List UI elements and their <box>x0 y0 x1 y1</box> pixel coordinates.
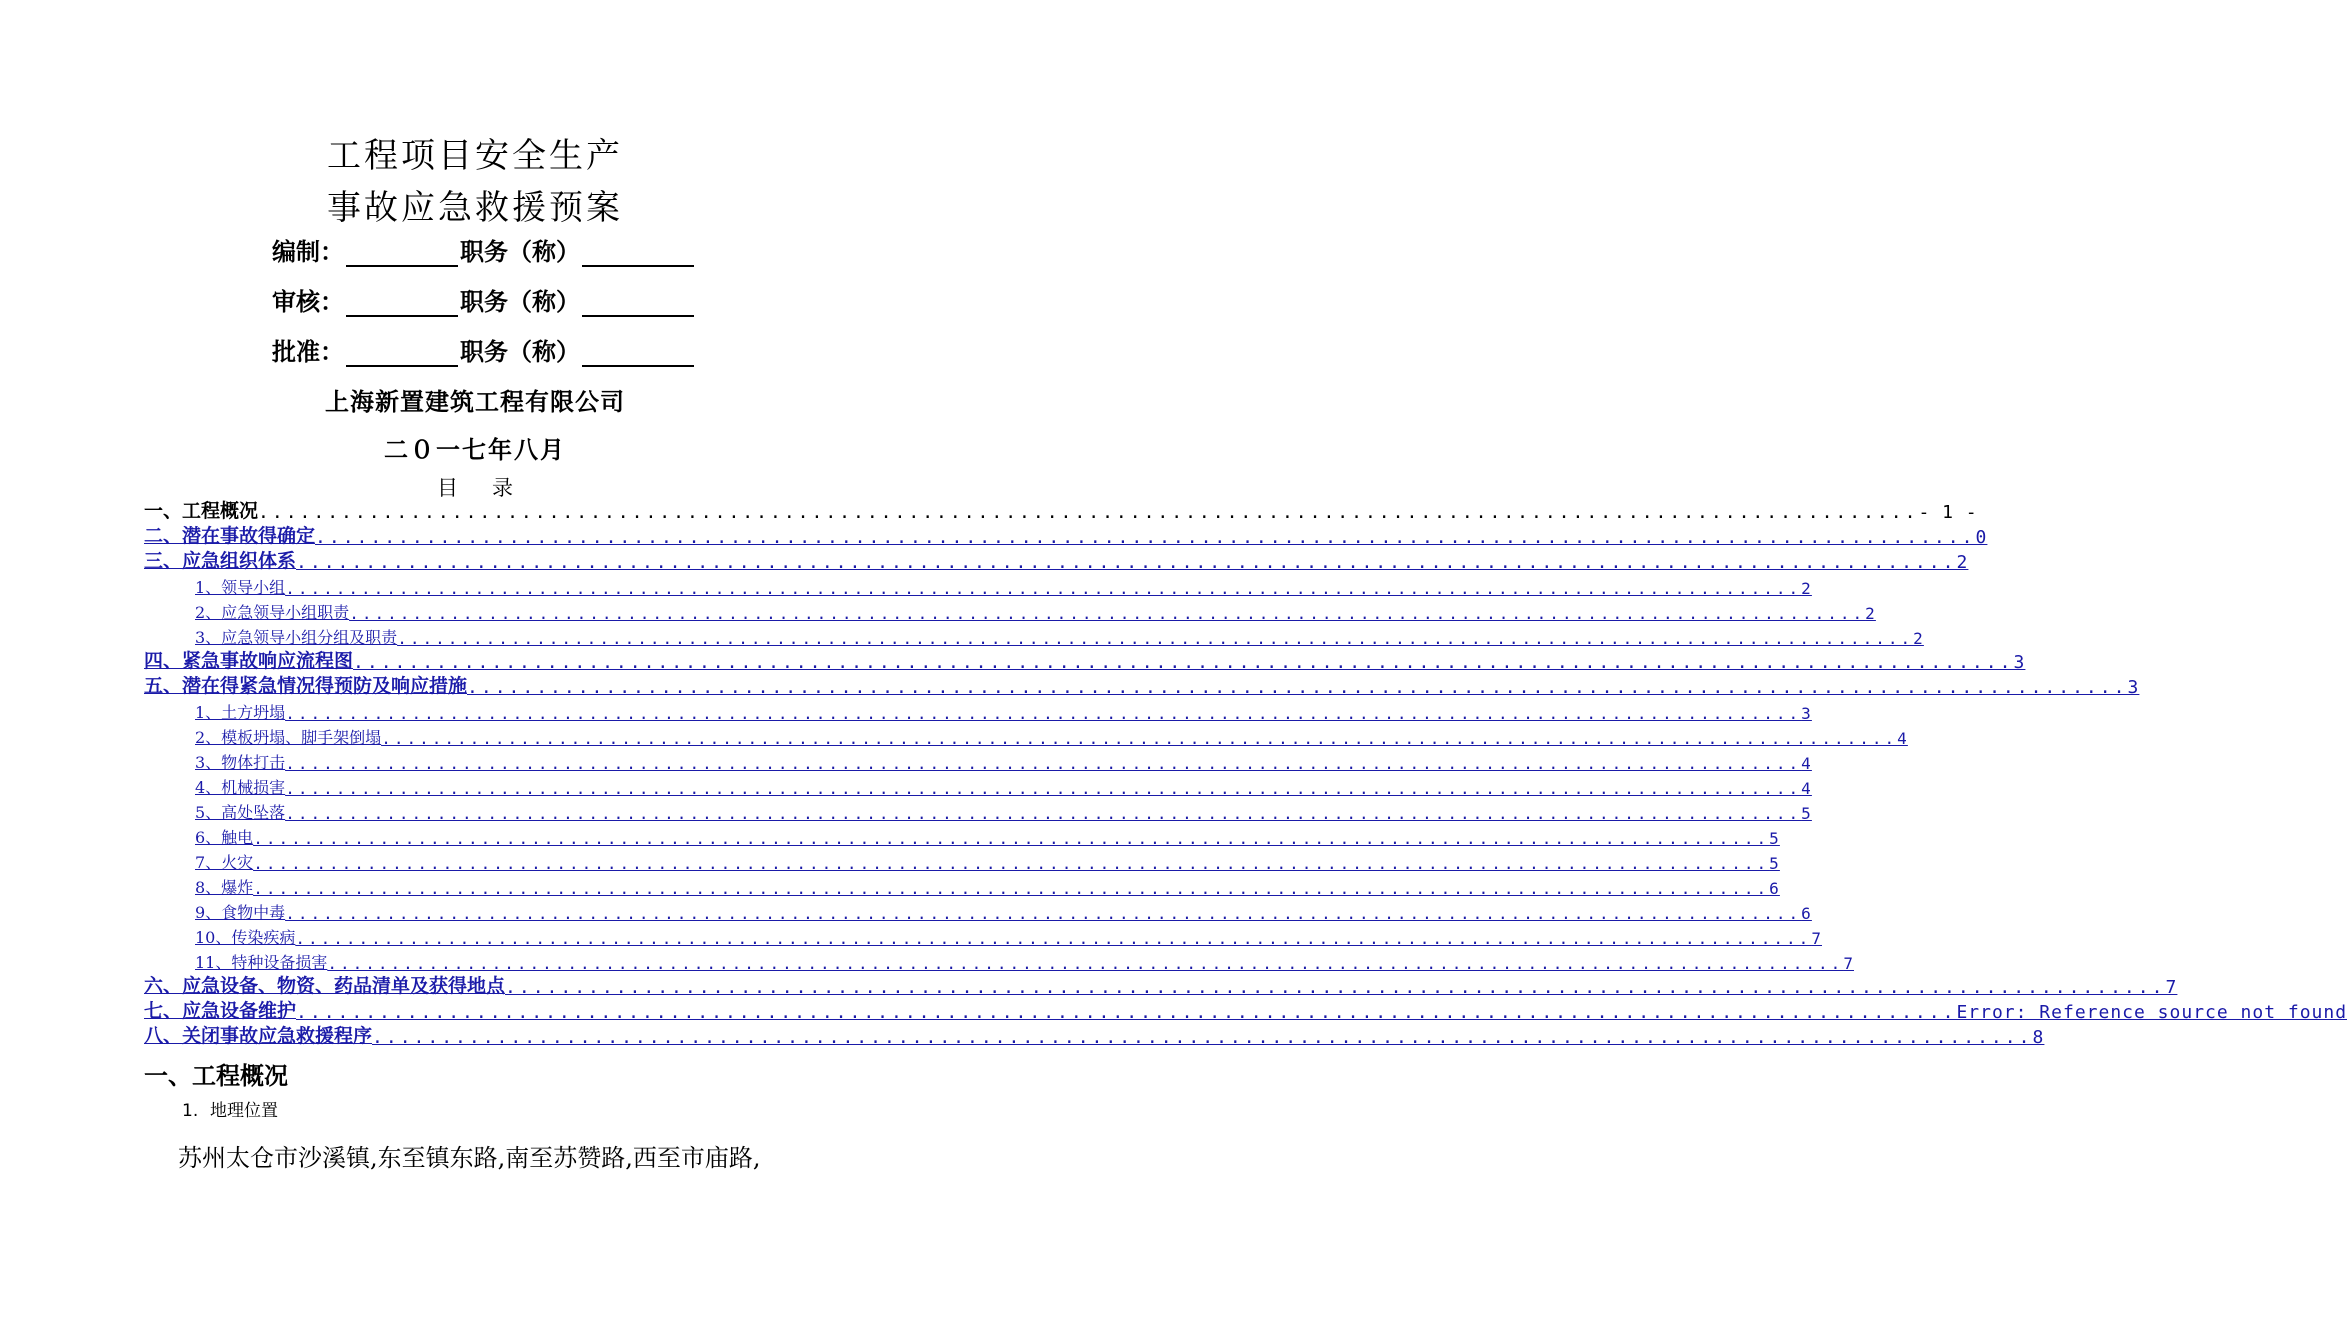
toc-item[interactable]: 5、高处坠落 ........................................................................................................................ 5 <box>195 803 1812 823</box>
toc-title: 目录 <box>437 476 547 500</box>
toc-item[interactable]: 8、爆炸 ........................................................................................................................ 6 <box>195 878 1780 898</box>
table-of-contents <box>144 498 2347 1048</box>
toc-item[interactable]: 9、食物中毒 ........................................................................................................................ 6 <box>195 903 1812 923</box>
document-title-line2: 事故应急救援预案 <box>327 188 623 228</box>
toc-item[interactable]: 二、潜在事故得确定 ........................................................................................................................ 0 <box>144 525 1988 548</box>
toc-item[interactable]: 八、关闭事故应急救援程序 ........................................................................................................................ 8 <box>144 1025 2045 1048</box>
signature-row-compile <box>272 232 696 267</box>
role-blank <box>582 293 694 317</box>
section-heading: 一、工程概况 <box>144 1062 288 1090</box>
role-label: 职务（称） <box>460 338 580 366</box>
toc-item[interactable]: 一、工程概况 ........................................................................................................................ - 1 - <box>144 500 1978 523</box>
signature-label: 编制： <box>272 238 344 266</box>
signature-label: 批准： <box>272 338 344 366</box>
toc-item[interactable]: 3、应急领导小组分组及职责 ........................................................................................................................ 2 <box>195 628 1924 648</box>
subsection-title: 地理位置 <box>210 1101 278 1121</box>
toc-item[interactable]: 2、模板坍塌、脚手架倒塌 ........................................................................................................................ 4 <box>195 728 1908 748</box>
toc-item[interactable]: 7、火灾 ........................................................................................................................ 5 <box>195 853 1780 873</box>
signature-blank <box>346 293 458 317</box>
role-blank <box>582 243 694 267</box>
document-date: 二０一七年八月 <box>384 436 566 464</box>
toc-item[interactable]: 3、物体打击 ........................................................................................................................ 4 <box>195 753 1812 773</box>
signature-label: 审核： <box>272 288 344 316</box>
role-label: 职务（称） <box>460 288 580 316</box>
subsection-heading <box>182 1096 278 1121</box>
signature-blank <box>346 243 458 267</box>
company-name: 上海新置建筑工程有限公司 <box>325 388 625 416</box>
role-label: 职务（称） <box>460 238 580 266</box>
toc-item[interactable]: 1、领导小组 ........................................................................................................................ 2 <box>195 578 1812 598</box>
toc-item[interactable]: 五、潜在得紧急情况得预防及响应措施 ........................................................................................................................ 3 <box>144 675 2140 698</box>
toc-item[interactable]: 六、应急设备、物资、药品清单及获得地点 ........................................................................................................................ 7 <box>144 975 2178 998</box>
toc-item[interactable]: 10、传染疾病 ........................................................................................................................ 7 <box>195 928 1822 948</box>
toc-item[interactable]: 2、应急领导小组职责 ........................................................................................................................ 2 <box>195 603 1876 623</box>
signature-row-approve <box>272 332 696 367</box>
role-blank <box>582 343 694 367</box>
toc-item[interactable]: 七、应急设备维护 ........................................................................................................................ Error: Reference source not found <box>144 1000 2347 1023</box>
toc-item[interactable]: 4、机械损害 ........................................................................................................................ 4 <box>195 778 1812 798</box>
toc-item[interactable]: 11、特种设备损害 ........................................................................................................................ 7 <box>195 953 1854 973</box>
toc-item[interactable]: 1、土方坍塌 ........................................................................................................................ 3 <box>195 703 1812 723</box>
toc-item[interactable]: 四、紧急事故响应流程图 ........................................................................................................................ 3 <box>144 650 2026 673</box>
toc-item[interactable]: 6、触电 ........................................................................................................................ 5 <box>195 828 1780 848</box>
subsection-number: 1. <box>182 1101 199 1121</box>
signature-row-review <box>272 282 696 317</box>
document-title-line1: 工程项目安全生产 <box>327 136 623 176</box>
toc-item[interactable]: 三、应急组织体系 ........................................................................................................................ 2 <box>144 550 1969 573</box>
signature-blank <box>346 343 458 367</box>
body-paragraph: 苏州太仓市沙溪镇,东至镇东路,南至苏赞路,西至市庙路, <box>178 1144 761 1172</box>
